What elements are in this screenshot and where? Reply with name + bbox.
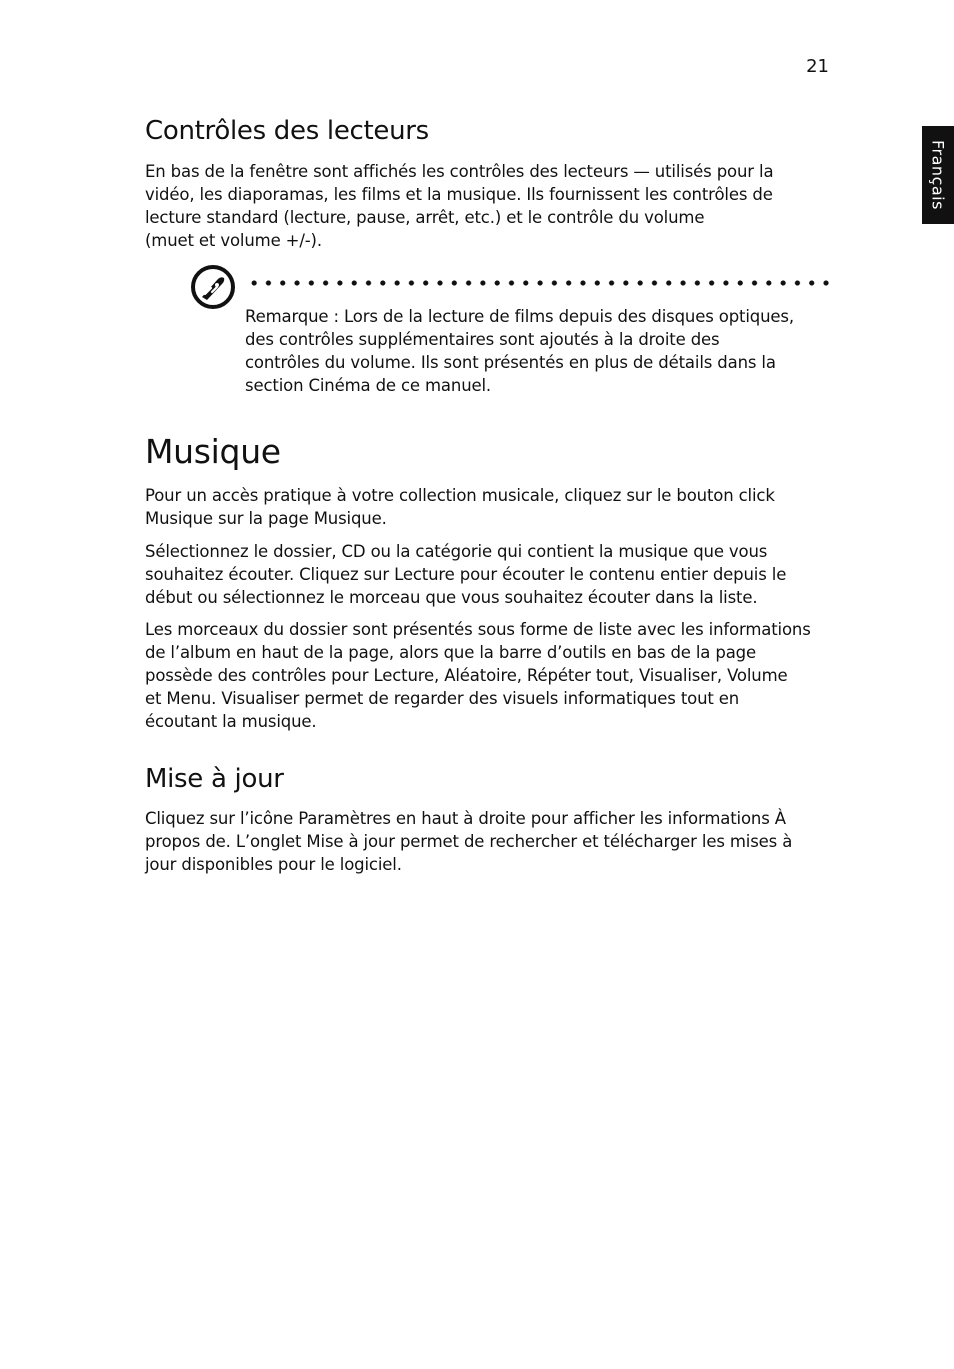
- text-fragment: possède des contrôles pour: [145, 666, 374, 685]
- text-line: début ou sélectionnez le morceau que vous souhaitez écouter dans la liste.: [145, 588, 758, 607]
- language-tab-label: Français: [928, 140, 948, 210]
- text-fragment: Lors de la lecture de films depuis des disques optiques,: [338, 307, 794, 326]
- text-line: Pour un accès pratique à votre collection musicale, cliquez sur le bouton click: [145, 486, 775, 505]
- text-line: Sélectionnez le dossier, CD ou la catégorie qui contient la musique que vous: [145, 542, 768, 561]
- section-heading-player-controls: Contrôles des lecteurs: [145, 116, 429, 146]
- note-pen-icon: [190, 264, 236, 310]
- ui-term-menu: Menu: [166, 689, 212, 708]
- text-line: Cliquez sur l’icône Paramètres en haut à droite pour afficher les informations À: [145, 809, 786, 828]
- note-dotted-divider: [247, 280, 830, 286]
- text-fragment: pour écouter le contenu entier depuis le: [454, 565, 787, 584]
- note-label: Remarque :: [245, 307, 339, 326]
- text-line: de l’album en haut de la page, alors que la barre d’outils en bas de la page: [145, 643, 756, 662]
- update-paragraph: [145, 807, 835, 876]
- text-line: des contrôles supplémentaires sont ajoutés à la droite des: [245, 330, 720, 349]
- ui-term-play: Lecture: [394, 565, 455, 584]
- text-fragment: ,: [716, 666, 728, 685]
- text-line: section Cinéma de ce manuel.: [245, 376, 492, 395]
- text-line: contrôles du volume. Ils sont présentés en plus de détails dans la: [245, 353, 776, 372]
- text-line: écoutant la musique.: [145, 712, 317, 731]
- text-fragment: . Visualiser permet de regarder des visuels informatiques tout en: [211, 689, 740, 708]
- text-line: propos de. L’onglet Mise à jour permet de rechercher et télécharger les mises à: [145, 832, 793, 851]
- ui-term-music: Musique: [145, 509, 213, 528]
- player-controls-paragraph: [145, 160, 835, 252]
- text-fragment: souhaitez écouter. Cliquez sur: [145, 565, 395, 584]
- ui-term-shuffle-repeat: Aléatoire, Répéter tout: [444, 666, 629, 685]
- text-line: (muet et volume +/-).: [145, 231, 322, 250]
- section-heading-music: Musique: [145, 432, 281, 471]
- text-fragment: et: [145, 689, 167, 708]
- text-line: vidéo, les diaporamas, les films et la musique. Ils fournissent les contrôles de: [145, 185, 773, 204]
- ui-term-play: Lecture: [373, 666, 435, 685]
- page-number: 21: [806, 56, 829, 77]
- section-heading-update: Mise à jour: [145, 764, 284, 794]
- music-paragraph-1: [145, 484, 835, 530]
- note-text: [245, 305, 835, 397]
- ui-term-visualize: Visualiser: [638, 666, 717, 685]
- music-paragraph-3: [145, 618, 835, 733]
- text-fragment: sur la page Musique.: [212, 509, 387, 528]
- language-tab: [922, 126, 954, 224]
- text-line: jour disponibles pour le logiciel.: [145, 855, 402, 874]
- ui-term-volume: Volume: [727, 666, 788, 685]
- text-fragment: ,: [434, 666, 445, 685]
- text-fragment: ,: [628, 666, 639, 685]
- music-paragraph-2: [145, 540, 835, 609]
- text-line: lecture standard (lecture, pause, arrêt, etc.) et le contrôle du volume: [145, 208, 705, 227]
- text-line: En bas de la fenêtre sont affichés les contrôles des lecteurs — utilisés pour la: [145, 162, 774, 181]
- text-line: Les morceaux du dossier sont présentés sous forme de liste avec les informations: [145, 620, 811, 639]
